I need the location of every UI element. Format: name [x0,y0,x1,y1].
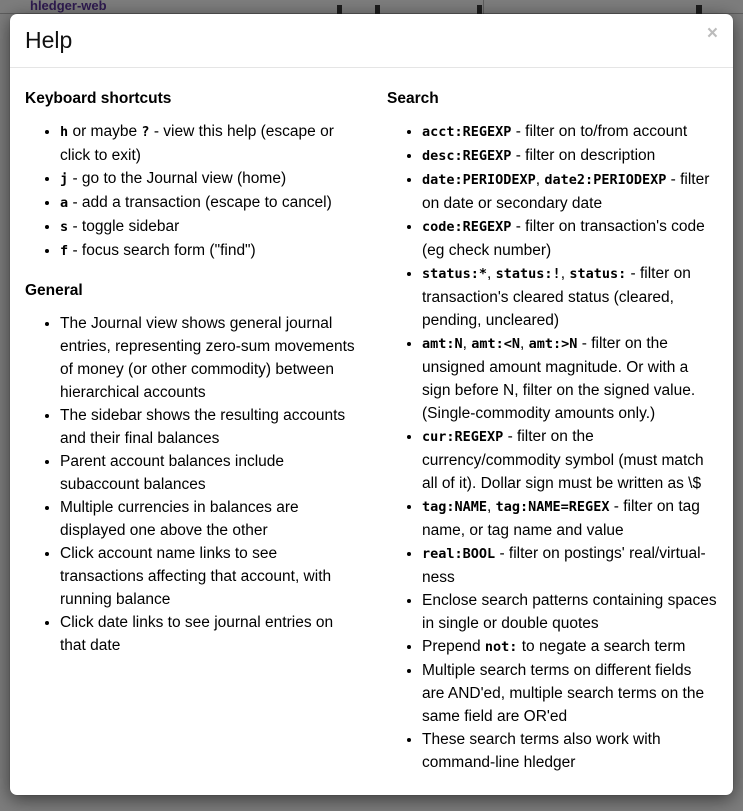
list-item: • real:BOOL - filter on postings' real/virtual-ness [422,542,718,589]
inline-code: not: [484,639,518,655]
section-heading: Keyboard shortcuts [25,90,172,107]
inline-code: status:* [422,266,488,282]
inline-code: a [60,195,69,211]
dimmed-page-background [0,0,743,14]
help-column-right [359,89,718,790]
inline-code: cur:REGEXP [422,429,504,445]
modal-header [10,14,733,68]
background-divider [483,0,484,14]
inline-code: j [60,171,69,187]
list-item: • Multiple currencies in balances are displayed one above the other [60,496,359,542]
inline-code: s [60,219,69,235]
list-item: • code:REGEXP - filter on transaction's code (eg check number) [422,215,718,262]
list-item: • These search terms also work with command-line hledger [422,728,718,774]
inline-code: real:BOOL [422,546,496,562]
list-item: • The Journal view shows general journal entries, representing zero-sum movements of money (or other commodity) between hierarchical accounts [60,312,359,404]
list-item: • j - go to the Journal view (home) [60,167,359,191]
list-item: • s - toggle sidebar [60,215,359,239]
list-item: • status:*, status:!, status: - filter on transaction's cleared status (cleared, pending, uncleared) [422,262,718,332]
list-item: • Prepend not: to negate a search term [422,635,718,659]
inline-code: date2:PERIODEXP [544,172,667,188]
inline-code: amt:>N [528,336,578,352]
inline-code: amt:<N [471,336,521,352]
section-heading: General [25,282,83,299]
inline-code: status:! [495,266,561,282]
list-item: • Multiple search terms on different fields are AND'ed, multiple search terms on the same field are OR'ed [422,659,718,728]
list-item: • f - focus search form ("find") [60,239,359,263]
list-item: • Enclose search patterns containing spaces in single or double quotes [422,589,718,635]
background-heading-fragment [696,5,702,14]
inline-code: status: [569,266,627,282]
list-item: • h or maybe ? - view this help (escape or click to exit) [60,120,359,167]
inline-code: h [60,124,69,140]
modal-body [10,68,733,805]
background-heading-fragment [477,5,482,14]
help-column-left [25,89,359,790]
inline-code: tag:NAME=REGEX [495,499,610,515]
inline-code: code:REGEXP [422,219,512,235]
list-item: • tag:NAME, tag:NAME=REGEX - filter on tag name, or tag name and value [422,495,718,542]
background-heading-fragment [337,5,342,14]
list-item: • amt:N, amt:<N, amt:>N - filter on the unsigned amount magnitude. Or with a sign before N, filter on the signed value. (Single-commodity amounts only.) [422,332,718,425]
list-item: • desc:REGEXP - filter on description [422,144,718,168]
list-item: • The sidebar shows the resulting accounts and their final balances [60,404,359,450]
list-item: • Parent account balances include subaccount balances [60,450,359,496]
bullet-list [387,120,718,774]
bullet-list [25,312,359,657]
list-item: • a - add a transaction (escape to cancel) [60,191,359,215]
help-columns [25,89,718,790]
inline-code: desc:REGEXP [422,148,512,164]
background-heading-fragment [375,5,380,14]
inline-code: acct:REGEXP [422,124,512,140]
list-item: • Click date links to see journal entries on that date [60,611,359,657]
bullet-list [25,120,359,263]
inline-code: f [60,243,69,259]
list-item: • date:PERIODEXP, date2:PERIODEXP - filter on date or secondary date [422,168,718,215]
inline-code: date:PERIODEXP [422,172,536,188]
close-icon[interactable]: × [706,23,718,44]
list-item: • Click account name links to see transactions affecting that account, with running balance [60,542,359,611]
inline-code: tag:NAME [422,499,488,515]
list-item: • acct:REGEXP - filter on to/from account [422,120,718,144]
hledger-web-link[interactable]: hledger-web [30,0,107,13]
inline-code: amt:N [422,336,463,352]
help-modal [10,14,733,795]
modal-title: Help [25,27,73,53]
inline-code: ? [141,124,150,140]
list-item: • cur:REGEXP - filter on the currency/commodity symbol (must match all of it). Dollar sign must be written as \$ [422,425,718,495]
section-heading: Search [387,90,439,107]
